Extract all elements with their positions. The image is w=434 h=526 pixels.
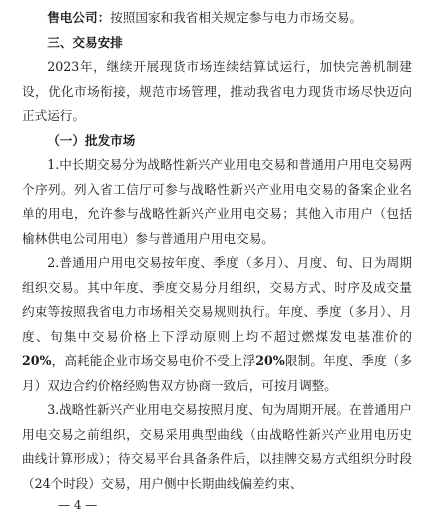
item-2-text-b: ，高耗能企业市场交易电价不受上浮: [51, 353, 256, 368]
subsection-heading: （一）批发市场: [47, 132, 136, 148]
paragraph-retailer: [22, 6, 412, 31]
item-2-text-c: 限制。年度、季度（多月）双边合约价格经购售双方协商一致后，可按月调整。: [22, 353, 413, 393]
retailer-label: 售电公司：: [47, 10, 111, 25]
paragraph-item-1: 1.中长期交易分为战略性新兴产业用电交易和普通用户用电交易两个序列。列入省工信厅可参与战略性新兴产业用电交易的备案企业名单的用电，允许参与战略性新兴产业用电交易；其他入市用户（包括榆林供电公司用电）参与普通用户用电交易。: [22, 157, 412, 246]
paragraph-intro: 2023年，继续开展现货市场连续结算试运行，加快完善机制建设，优化市场衔接，规范市场管理，推动我省电力现货市场尽快迈向正式运行。: [22, 59, 412, 123]
item-2-percent-1: 20%: [22, 353, 52, 368]
retailer-text: 按照国家和我省相关规定参与电力市场交易。: [110, 10, 363, 25]
section-heading: 三、交易安排: [47, 34, 123, 50]
item-2-percent-2: 20%: [255, 353, 285, 368]
paragraph-item-2: [22, 251, 412, 398]
item-2-text-a: 2.普通用户用电交易按年度、季度（多月）、月度、旬、日为周期组织交易。其中年度、季度交易分月组织，交易方式、时序及成交量约束等按照我省电力市场相关交易规则执行。年度、季度（多月）、月度、旬集中交易价格上下浮动原则上均不超过燃煤发电基准价的: [22, 255, 412, 344]
paragraph-item-3: 3.战略性新兴产业用电交易按照月度、旬为周期开展。在普通用户用电交易之前组织，交易采用典型曲线（由战略性新兴产业用电历史曲线计算形成）；待交易平台具备条件后，以挂牌交易方式组织分时段（24个时段）交易，用户侧中长期曲线偏差约束、: [22, 402, 412, 491]
page-number: — 4 —: [58, 498, 98, 512]
